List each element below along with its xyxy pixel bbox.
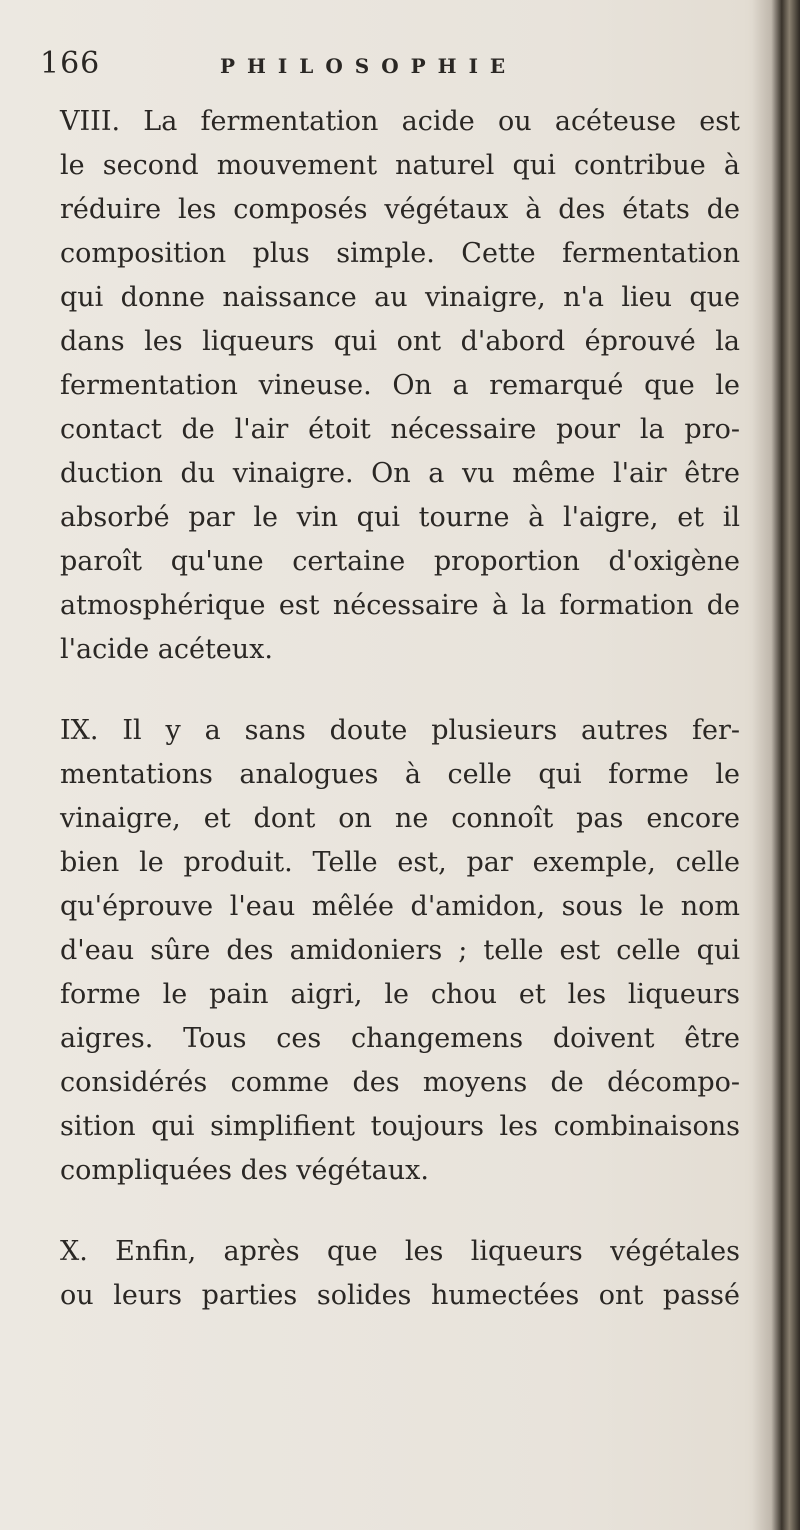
body-text	[60, 100, 740, 1318]
page-number: 166	[40, 46, 101, 81]
text-line: dans les liqueurs qui ont d'abord éprouvé la	[60, 326, 740, 357]
page-header	[40, 46, 740, 86]
text-line: composition plus simple. Cette fermentation	[60, 238, 740, 269]
text-line: IX. Il y a sans doute plusieurs autres fer-	[60, 715, 740, 746]
text-line: forme le pain aigri, le chou et les liqueurs	[60, 979, 740, 1010]
text-line: paroît qu'une certaine proportion d'oxigène	[60, 546, 740, 577]
running-head: PHILOSOPHIE	[220, 54, 518, 78]
text-line: absorbé par le vin qui tourne à l'aigre, et il	[60, 502, 740, 533]
text-line: fermentation vineuse. On a remarqué que le	[60, 370, 740, 401]
book-spine-shadow	[752, 0, 800, 1530]
text-line: le second mouvement naturel qui contribue à	[60, 150, 740, 181]
text-line: mentations analogues à celle qui forme le	[60, 759, 740, 790]
text-line: considérés comme des moyens de décompo-	[60, 1067, 740, 1098]
text-line: compliquées des végétaux.	[60, 1155, 429, 1186]
text-line: X. Enfin, après que les liqueurs végétales	[60, 1236, 740, 1267]
text-line: qu'éprouve l'eau mêlée d'amidon, sous le nom	[60, 891, 740, 922]
text-line: vinaigre, et dont on ne connoît pas encore	[60, 803, 740, 834]
text-line: atmosphérique est nécessaire à la formation de	[60, 590, 740, 621]
text-line: aigres. Tous ces changemens doivent être	[60, 1023, 740, 1054]
paragraph-gap	[60, 672, 740, 709]
text-line: sition qui simplifient toujours les combinaisons	[60, 1111, 740, 1142]
paragraph-ix	[60, 709, 740, 1193]
text-line: qui donne naissance au vinaigre, n'a lieu que	[60, 282, 740, 313]
text-line: VIII. La fermentation acide ou acéteuse est	[60, 106, 740, 137]
text-line: réduire les composés végétaux à des états de	[60, 194, 740, 225]
text-line: d'eau sûre des amidoniers ; telle est celle qui	[60, 935, 740, 966]
text-line: duction du vinaigre. On a vu même l'air être	[60, 458, 740, 489]
paragraph-viii	[60, 100, 740, 672]
text-line: contact de l'air étoit nécessaire pour la pro-	[60, 414, 740, 445]
text-line: bien le produit. Telle est, par exemple, celle	[60, 847, 740, 878]
text-line: ou leurs parties solides humectées ont passé	[60, 1280, 740, 1311]
paragraph-gap	[60, 1193, 740, 1230]
paragraph-x	[60, 1230, 740, 1318]
text-line: l'acide acéteux.	[60, 634, 273, 665]
